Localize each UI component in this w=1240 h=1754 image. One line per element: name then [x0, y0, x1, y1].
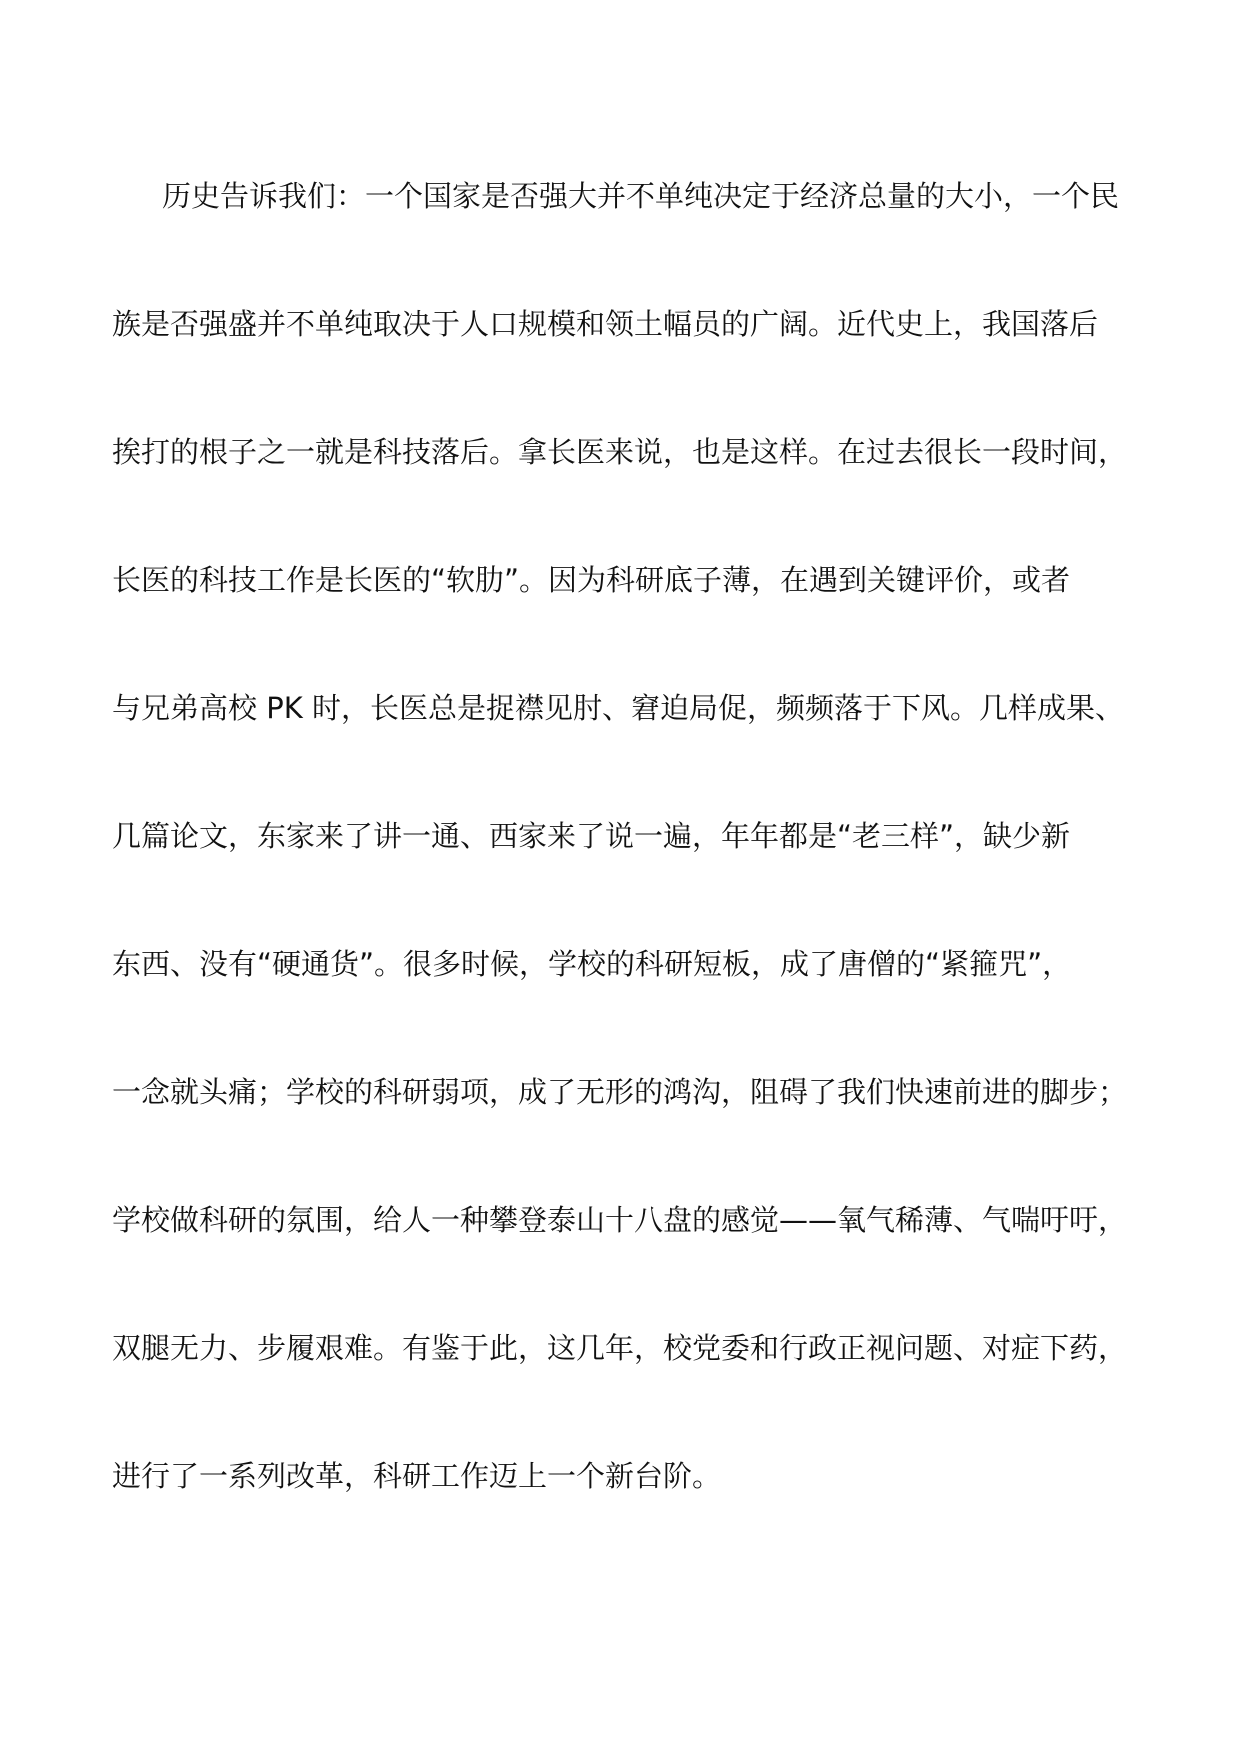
paragraph-line: 进行了一系列改革，科研工作迈上一个新台阶。 — [112, 1459, 722, 1493]
paragraph-line: 族是否强盛并不单纯取决于人口规模和领土幅员的广阔。近代史上，我国落后 — [112, 307, 1099, 341]
paragraph-line: 长医的科技工作是长医的“软肋”。因为科研底子薄，在遇到关键评价，或者 — [112, 563, 1071, 597]
paragraph-line: 与兄弟高校 PK 时，长医总是捉襟见肘、窘迫局促，频频落于下风。几样成果、 — [112, 691, 1124, 725]
paragraph-line: 挨打的根子之一就是科技落后。拿长医来说，也是这样。在过去很长一段时间， — [112, 435, 1128, 469]
paragraph-line: 东西、没有“硬通货”。很多时候，学校的科研短板，成了唐僧的“紧箍咒”， — [112, 947, 1072, 981]
paragraph-line: 学校做科研的氛围，给人一种攀登泰山十八盘的感觉——氧气稀薄、气喘吁吁， — [112, 1203, 1128, 1237]
paragraph-line: 几篇论文，东家来了讲一通、西家来了说一遍，年年都是“老三样”，缺少新 — [112, 819, 1071, 853]
paragraph-line: 一念就头痛；学校的科研弱项，成了无形的鸿沟，阻碍了我们快速前进的脚步； — [112, 1075, 1128, 1109]
paragraph-line: 历史告诉我们：一个国家是否强大并不单纯决定于经济总量的大小，一个民 — [162, 179, 1120, 213]
paragraph-line: 双腿无力、步履艰难。有鉴于此，这几年，校党委和行政正视问题、对症下药， — [112, 1331, 1128, 1365]
